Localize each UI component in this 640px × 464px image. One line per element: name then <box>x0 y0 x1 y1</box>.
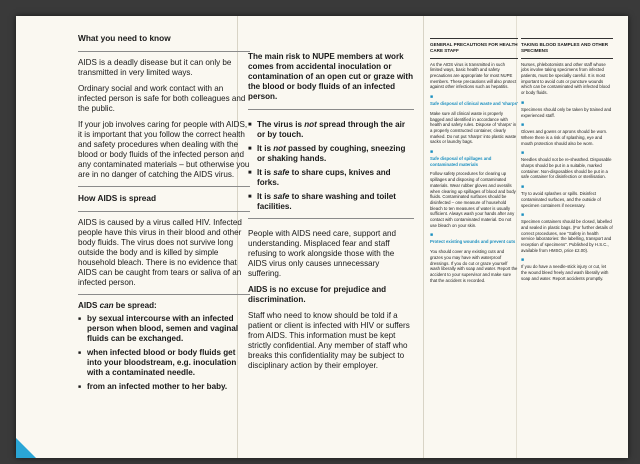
paragraph: Staff who need to know should be told if a patient or client is infected with HIV or suffers from AIDS. This information must be kept strictly confidential. Any member of staff who breaks this confidentiality may be subject to disciplinary action by their employer. <box>248 311 410 370</box>
text: spread through the air or by touch. <box>257 120 405 139</box>
column-general-precautions <box>430 38 518 287</box>
paragraph: Nurses, phlebotomists and other staff whose jobs involve taking specimens from infected patients, must be specially careful. It is most important to avoid cuts or puncture wounds which can be contaminated with infected blood or body fluids. <box>521 61 610 96</box>
divider <box>248 109 414 110</box>
emphasis: safe <box>273 192 290 201</box>
emphasis: can <box>99 301 114 310</box>
list-item <box>248 192 414 212</box>
column-taking-blood-samples <box>521 38 613 286</box>
column-what-you-need-to-know <box>78 33 250 398</box>
divider <box>248 218 414 219</box>
spread-intro <box>78 301 250 311</box>
list-item <box>248 144 414 164</box>
paragraph: You should cover any existing cuts and grazes you may have with waterproof dressings. If you do cut or graze yourself wash liberally with soap and water. Report the accident to your supervisor and make sure that the accident is recorded. <box>430 249 518 283</box>
divider <box>78 51 250 52</box>
paragraph-bold: AIDS is no excuse for prejudice and discrimination. <box>248 285 387 304</box>
list-item <box>248 120 414 140</box>
bullet-square-icon: ■ <box>521 257 525 264</box>
paragraph: Needles should not be re-sheathed. Disposable sharps should be put in a suitable, marked container. Non-disposables should be put in a safe container for disinfection or sterilisation. <box>521 157 612 180</box>
paragraph: People with AIDS need care, support and understanding. Misplaced fear and staff refusing to work alongside those with the AIDS virus only causes unnecessary suffering. <box>248 229 397 278</box>
bullet-square-icon: ■ <box>521 150 525 157</box>
divider <box>521 58 613 59</box>
text: AIDS <box>78 301 100 310</box>
text: to share cups, knives and forks. <box>257 168 391 187</box>
text: to share washing and toilet facilities. <box>257 192 396 211</box>
paragraph: Gloves and gowns or aprons should be worn. Where there is a risk of splashing, eye and mouth protection should also be worn. <box>521 129 608 146</box>
text: passed by coughing, sneezing or shaking hands. <box>257 144 406 163</box>
paragraph: Make sure all clinical waste is properly bagged and identified in accordance with health and safety rules. Dispose of 'sharps' in a properly constructed container, clearly marked. Do not put 'sharps' into plastic waste sacks or laundry bags. <box>430 110 517 145</box>
column-risks <box>248 52 414 377</box>
divider <box>78 294 250 295</box>
spread-list <box>78 314 250 392</box>
list-item: ■ when infected blood or body fluids get into your bloodstream, e.g. inoculation with a contaminated needle. <box>78 348 250 378</box>
leaflet-sheet <box>16 16 628 458</box>
text: be spread: <box>113 301 157 310</box>
bullet-square-icon: ■ <box>521 184 525 191</box>
heading-what-you-need-to-know: What you need to know <box>78 33 171 43</box>
subheading: Protect existing wounds and prevent cuts <box>430 239 516 245</box>
emphasis: not <box>273 144 286 153</box>
bullet-square-icon: ■ <box>430 94 434 101</box>
divider <box>430 38 518 39</box>
paragraph: AIDS is a deadly disease but it can only be transmitted in very limited ways. <box>78 58 232 77</box>
paragraph: Specimen containers should be closed, labelled and sealed in plastic bags. (For further details of correct procedures, see "Safety in health service laboratories: the labelling, transport and reception of specimens". Published by H.S.C., available from HMSO, price £2.00). <box>521 219 613 253</box>
paragraph: Follow safety procedures for clearing up spillages and disposing of contaminated materials. Wear rubber gloves and overalls when clearing up spillages of blood and body fluids. Contaminated surfaces should be disinfected – one measure of household bleach to ten measures of water is usually sufficient. Always wash your hands after any contact with contaminated material. Do not use bleach on your skin. <box>430 171 516 228</box>
subheading: Safe disposal of spillages and contaminated materials <box>430 156 492 167</box>
paragraph: Ordinary social and work contact with an infected person is safe for both colleagues and the public. <box>78 84 246 113</box>
emphasis: not <box>304 120 317 129</box>
divider <box>430 58 518 59</box>
heading-taking-blood-samples: TAKING BLOOD SAMPLES AND OTHER SPECIMENS <box>521 42 609 53</box>
bullet-square-icon: ■ <box>430 149 434 156</box>
paragraph: If you do have a needle-stick injury or cut, let the wound bleed freely and wash liberally with soap and water. Report accidents promptly. <box>521 264 609 281</box>
paragraph: Specimens should only be taken by trained and experienced staff. <box>521 106 612 118</box>
safety-list <box>248 120 414 212</box>
list-item: ■ from an infected mother to her baby. <box>78 382 250 392</box>
text: The virus is <box>257 120 305 129</box>
text: It is <box>257 192 274 201</box>
bullet-square-icon: ■ <box>521 212 525 219</box>
paragraph: As the AIDS virus is transmitted in such limited ways, basic health and safety precautions are appropriate for most NUPE members. These precautions will also protect against other infections such as hepatitis. <box>430 61 517 90</box>
list-item <box>248 168 414 188</box>
paragraph: Try to avoid splashes or spills. Disinfect contaminated surfaces, and the outside of specimen containers if necessary. <box>521 191 601 208</box>
text: It is <box>257 144 274 153</box>
subheading: Safe disposal of clinical waste and 'sharps' <box>430 101 519 107</box>
divider <box>521 38 613 39</box>
emphasis: safe <box>273 168 290 177</box>
bullet-square-icon: ■ <box>430 232 434 239</box>
divider <box>78 211 250 212</box>
heading-general-precautions: GENERAL PRECAUTIONS FOR HEALTH CARE STAFF <box>430 42 518 53</box>
bullet-square-icon: ■ <box>521 122 525 129</box>
list-item: ■ by sexual intercourse with an infected person when blood, semen and vaginal fluids can be exchanged. <box>78 314 250 344</box>
fold-line <box>423 16 424 458</box>
text: It is <box>257 168 274 177</box>
heading-how-aids-is-spread: How AIDS is spread <box>78 193 157 203</box>
bullet-square-icon: ■ <box>521 99 525 106</box>
paragraph: AIDS is caused by a virus called HIV. Infected people have this virus in their blood and other body fluids. The virus does not survive long outside the body and is killed by simple household bleach. There is no evidence that AIDS can be caught from tears or saliva of an infected person. <box>78 218 242 287</box>
divider <box>78 186 250 187</box>
blue-corner-triangle <box>16 438 36 458</box>
paragraph: If your job involves caring for people with AIDS, it is important that you follow the correct health and safety procedures when dealing with the blood or body fluids of the infected person and any contaminated materials – but otherwise you are in no danger of catching the AIDS virus. <box>78 120 250 179</box>
lead-paragraph: The main risk to NUPE members at work comes from accidental inoculation or contamination of an open cut or graze with the blood or body fluids of an infected person. <box>248 52 414 101</box>
